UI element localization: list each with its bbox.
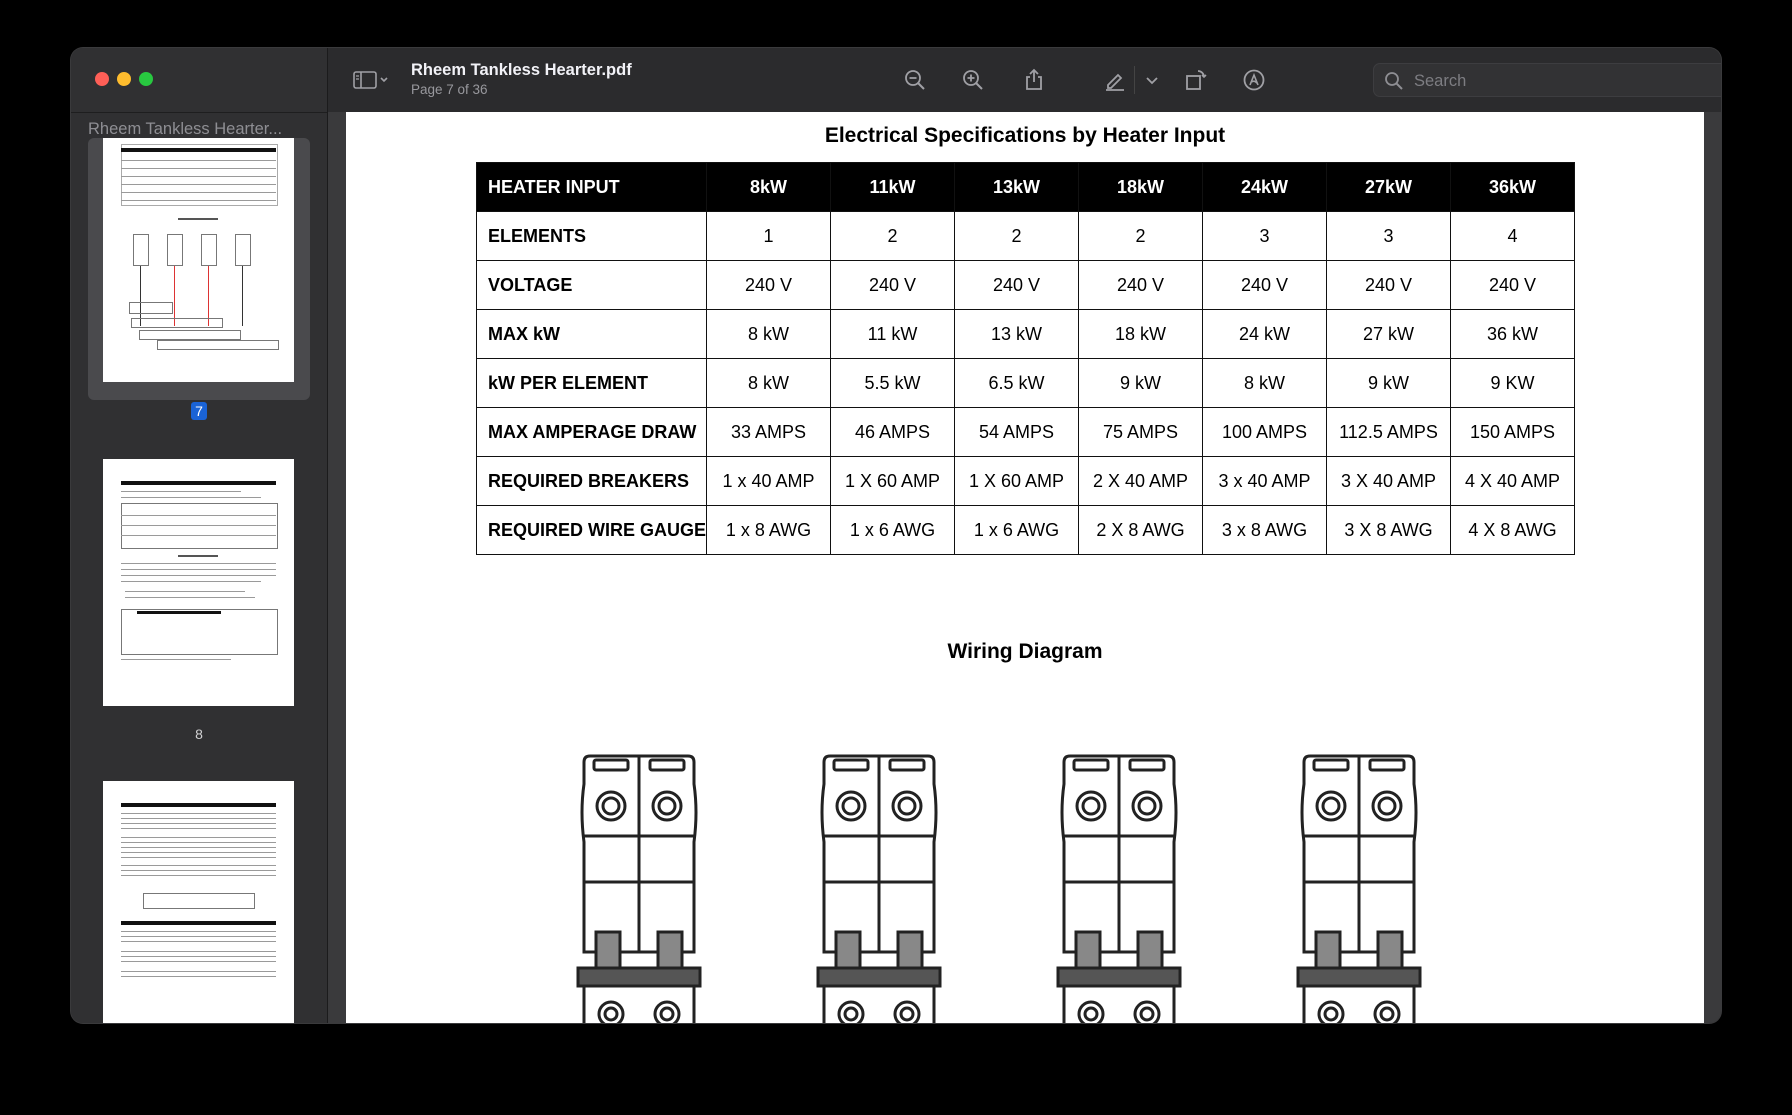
row-label-cell: VOLTAGE [477,261,707,310]
table-row [477,212,1575,261]
zoom-in-icon[interactable] [961,68,985,92]
sidebar-document-title: Rheem Tankless Hearter... [88,120,283,138]
table-cell: 1 x 40 AMP [707,457,831,506]
table-cell: 8 kW [707,310,831,359]
table-header-cell: 8kW [707,163,831,212]
table-header-cell: 13kW [955,163,1079,212]
sidebar-divider [71,112,327,113]
table-cell: 3 [1327,212,1451,261]
table-cell: 3 x 40 AMP [1203,457,1327,506]
electrical-spec-table [476,162,1575,555]
preview-window [71,48,1721,1023]
table-cell: 4 X 40 AMP [1451,457,1575,506]
thumbnail-page-7[interactable] [88,138,310,400]
table-cell: 1 X 60 AMP [831,457,955,506]
table-cell: 1 [707,212,831,261]
search-input[interactable] [1412,70,1721,92]
row-label-cell: MAX AMPERAGE DRAW [477,408,707,457]
table-cell: 1 x 6 AWG [831,506,955,555]
table-cell: 33 AMPS [707,408,831,457]
document-title: Rheem Tankless Hearter.pdf [411,61,632,79]
table-cell: 240 V [1203,261,1327,310]
table-cell: 240 V [1451,261,1575,310]
table-cell: 18 kW [1079,310,1203,359]
table-cell: 1 x 6 AWG [955,506,1079,555]
table-cell: 3 [1203,212,1327,261]
row-label-cell: MAX kW [477,310,707,359]
row-label-cell: REQUIRED BREAKERS [477,457,707,506]
table-header-row [477,163,1575,212]
table-cell: 3 X 8 AWG [1327,506,1451,555]
table-cell: 8 kW [1203,359,1327,408]
thumbnail-page-number: 8 [195,726,203,742]
table-cell: 240 V [707,261,831,310]
table-cell: 11 kW [831,310,955,359]
thumbnail-image [103,138,294,382]
table-cell: 27 kW [1327,310,1451,359]
pdf-page [346,112,1704,1023]
toolbar-divider [1134,66,1135,94]
toolbar [328,48,1721,112]
table-header-cell: 18kW [1079,163,1203,212]
table-cell: 54 AMPS [955,408,1079,457]
table-cell: 150 AMPS [1451,408,1575,457]
table-cell: 240 V [1327,261,1451,310]
table-row [477,261,1575,310]
share-icon[interactable] [1022,68,1046,92]
table-row [477,359,1575,408]
breaker-diagram-1 [574,752,704,1023]
document-viewport[interactable] [328,112,1721,1023]
table-cell: 2 [831,212,955,261]
breaker-diagram-4 [1294,752,1424,1023]
table-header-cell: 24kW [1203,163,1327,212]
table-cell: 5.5 kW [831,359,955,408]
markup-pen-icon[interactable] [1103,68,1127,92]
diagram-heading: Wiring Diagram [947,640,1103,663]
table-row [477,310,1575,359]
close-window-button[interactable] [95,72,109,86]
table-cell: 2 [955,212,1079,261]
table-cell: 46 AMPS [831,408,955,457]
table-header-cell: HEATER INPUT [477,163,707,212]
table-header-cell: 27kW [1327,163,1451,212]
table-cell: 1 X 60 AMP [955,457,1079,506]
table-cell: 36 kW [1451,310,1575,359]
table-header-cell: 36kW [1451,163,1575,212]
window-controls [95,72,153,86]
breaker-diagram-3 [1054,752,1184,1023]
section-heading: Electrical Specifications by Heater Input [824,124,1226,147]
row-label-cell: ELEMENTS [477,212,707,261]
table-cell: 2 X 40 AMP [1079,457,1203,506]
annotate-icon[interactable] [1242,68,1266,92]
thumbnail-image [103,781,294,1023]
minimize-window-button[interactable] [117,72,131,86]
table-cell: 112.5 AMPS [1327,408,1451,457]
zoom-out-icon[interactable] [903,68,927,92]
table-cell: 4 X 8 AWG [1451,506,1575,555]
thumbnail-page-number: 7 [71,403,327,419]
table-cell: 4 [1451,212,1575,261]
thumbnail-page-8[interactable] [88,459,310,709]
table-cell: 1 x 8 AWG [707,506,831,555]
table-cell: 13 kW [955,310,1079,359]
table-cell: 8 kW [707,359,831,408]
table-cell: 3 x 8 AWG [1203,506,1327,555]
table-cell: 9 KW [1451,359,1575,408]
table-cell: 240 V [1079,261,1203,310]
thumbnail-image [103,459,294,706]
row-label-cell: REQUIRED WIRE GAUGE [477,506,707,555]
table-cell: 240 V [955,261,1079,310]
table-cell: 75 AMPS [1079,408,1203,457]
row-label-cell: kW PER ELEMENT [477,359,707,408]
table-cell: 100 AMPS [1203,408,1327,457]
sidebar-toggle-icon[interactable] [352,68,392,92]
search-field[interactable] [1373,63,1721,97]
table-cell: 3 X 40 AMP [1327,457,1451,506]
table-header-cell: 11kW [831,163,955,212]
page-indicator: Page 7 of 36 [411,82,488,97]
breaker-diagram-2 [814,752,944,1023]
table-row [477,408,1575,457]
table-cell: 9 kW [1327,359,1451,408]
table-cell: 24 kW [1203,310,1327,359]
thumbnail-page-9[interactable] [88,781,310,1023]
table-row [477,506,1575,555]
table-cell: 2 [1079,212,1203,261]
table-cell: 9 kW [1079,359,1203,408]
search-icon [1384,71,1404,91]
rotate-icon[interactable] [1184,68,1208,92]
table-cell: 240 V [831,261,955,310]
table-row [477,457,1575,506]
chevron-down-icon[interactable] [1143,68,1161,92]
thumbnail-sidebar[interactable] [71,48,328,1023]
table-cell: 6.5 kW [955,359,1079,408]
zoom-window-button[interactable] [139,72,153,86]
table-cell: 2 X 8 AWG [1079,506,1203,555]
